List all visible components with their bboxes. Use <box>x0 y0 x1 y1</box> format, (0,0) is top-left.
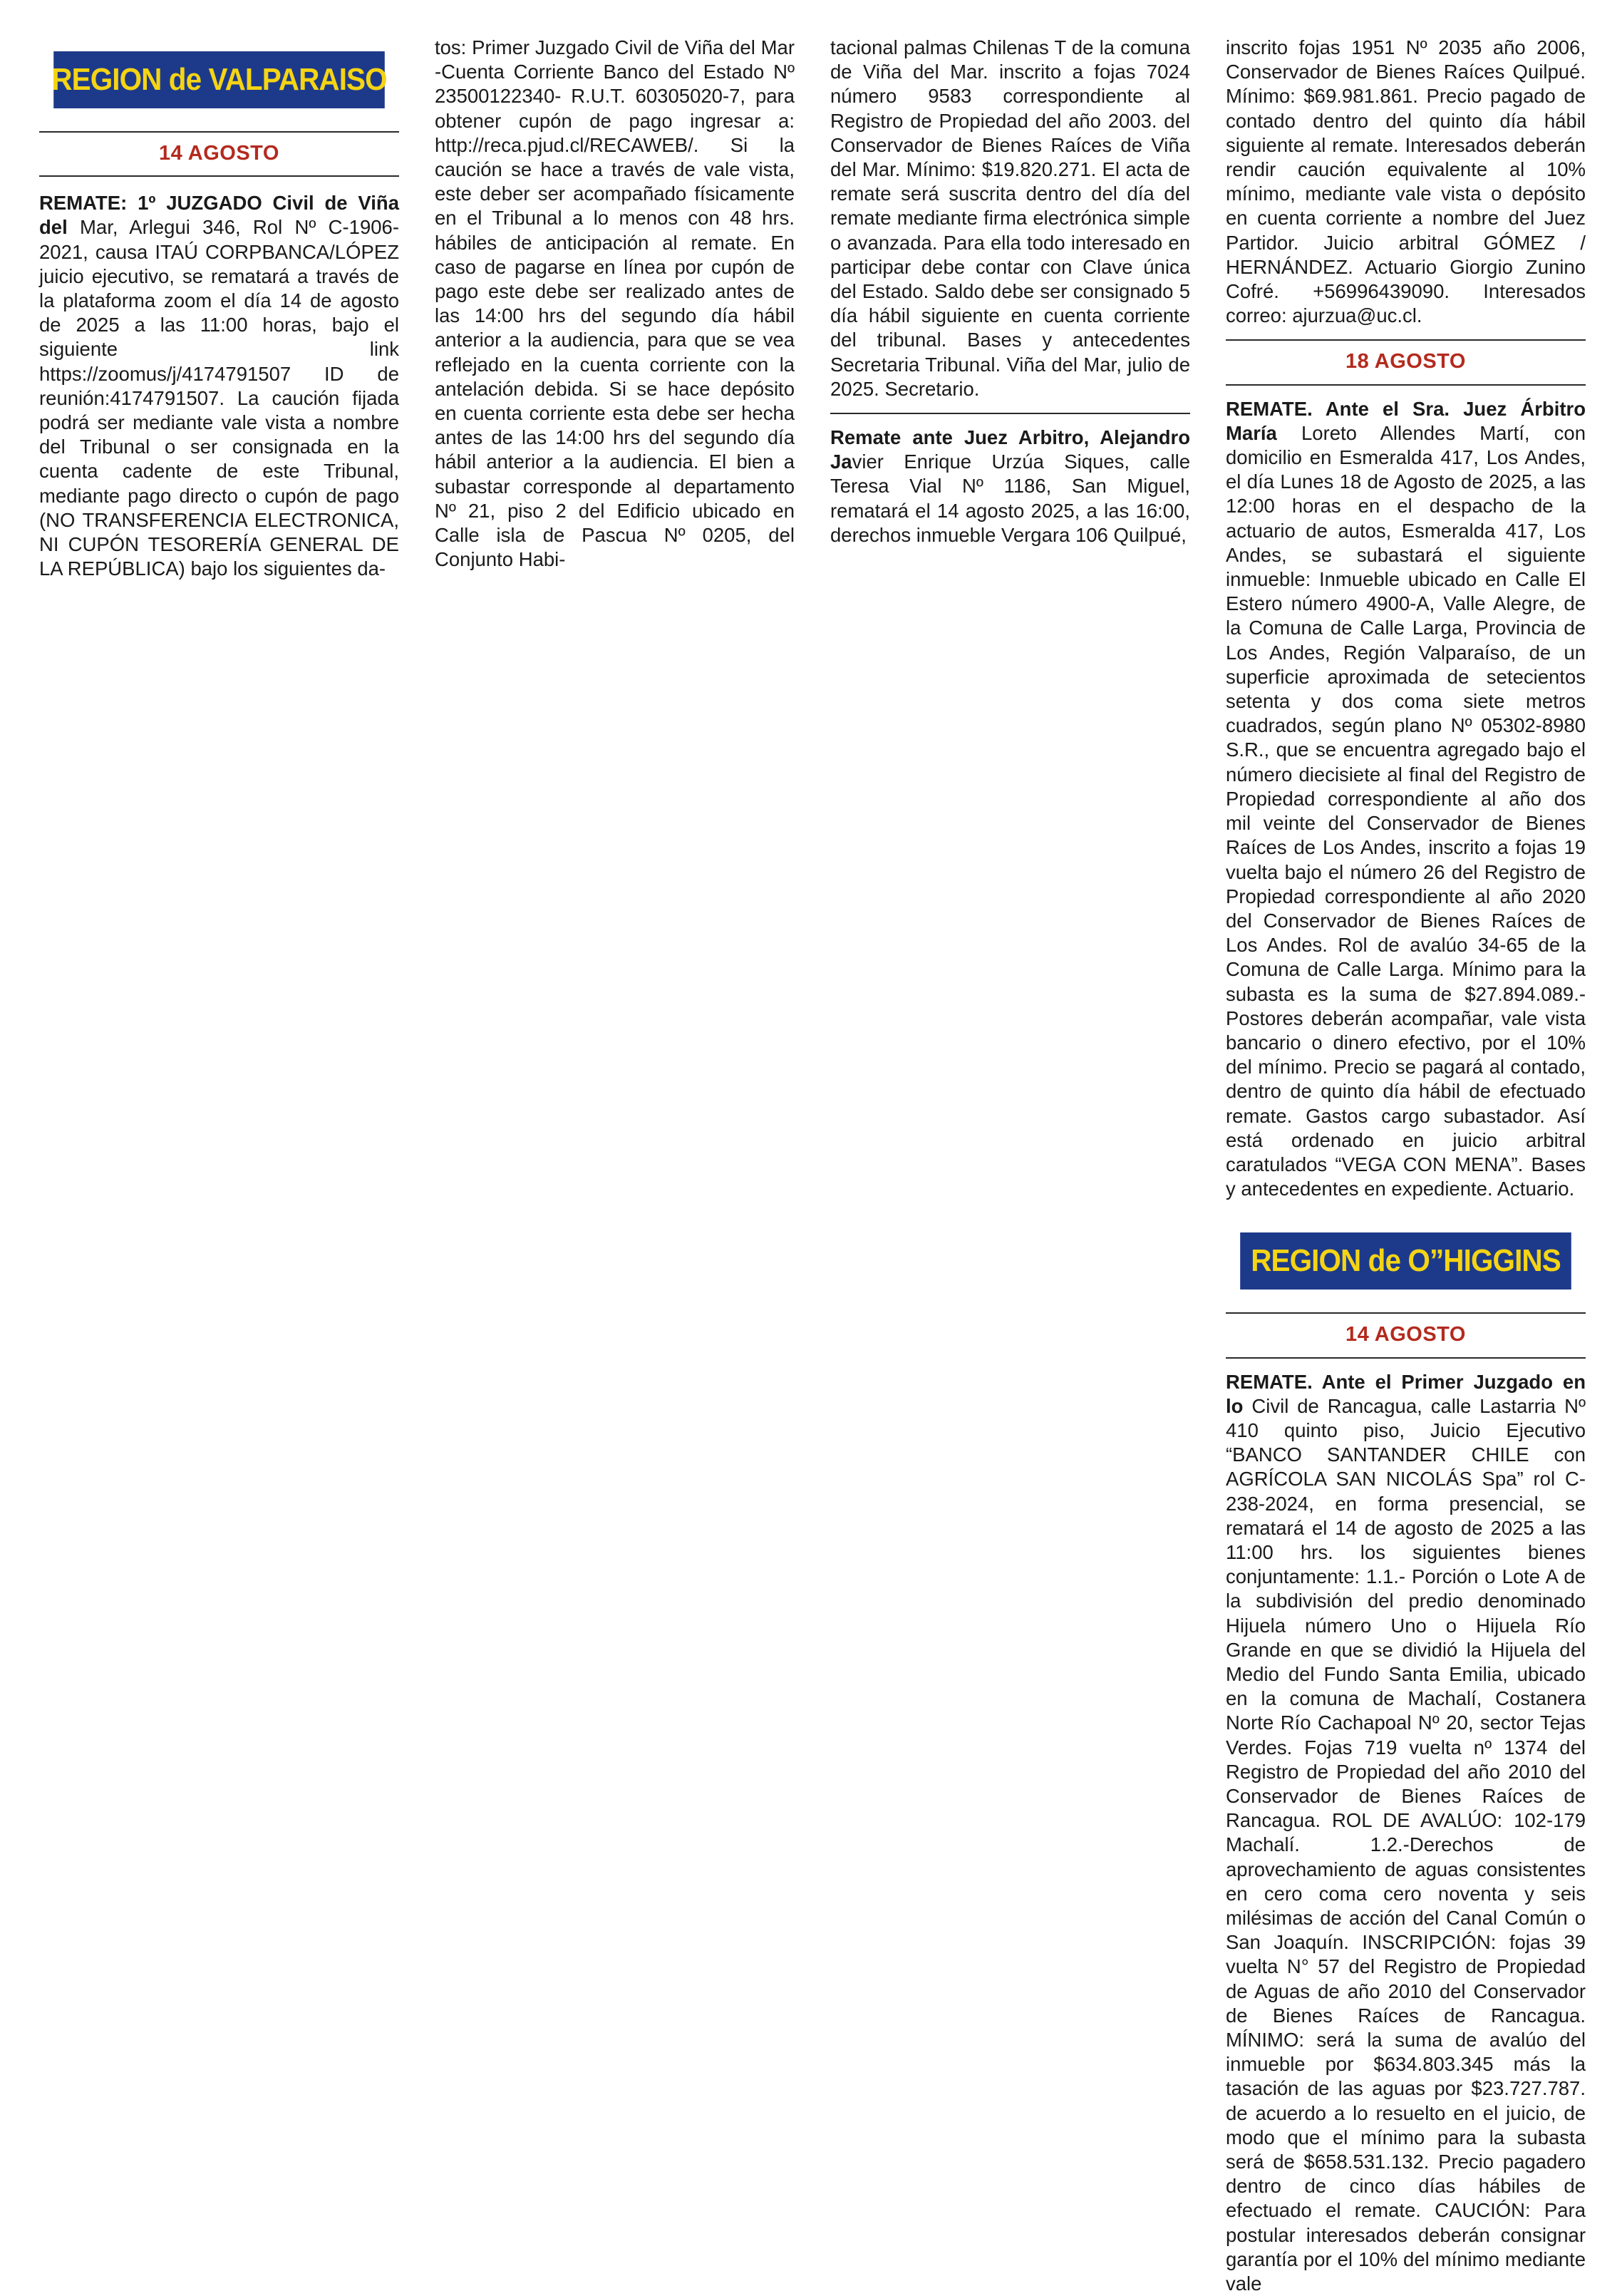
date-heading: 18 AGOSTO <box>1345 350 1466 374</box>
notice-body: vier Enrique Urzúa Siques, calle Teresa Vial Nº 1186, San Miguel, rematará el 14 agosto 2025, a las 16:00, derechos inmueble Vergara 106 Quilpué, <box>830 451 1190 546</box>
date-heading: 14 AGOSTO <box>1345 1323 1466 1347</box>
region-banner-valparaiso: REGION de VALPARAISO <box>53 51 385 108</box>
divider <box>1226 384 1586 386</box>
notice-continuation: tos: Primer Juzgado Civil de Viña del Mar -Cuenta Corriente Banco del Estado Nº 23500122340- R.U.T. 60305020-7, para obtener cupón de pago ingresar a: http://reca.pjud.cl/RECAWEB/. Si la caución se hace a través de vale vista, este deber ser acompañado físicamente en el Tribunal a lo menos con 48 hrs. hábiles de anticipación al remate. En caso de pagarse en línea por cupón de pago este debe ser realizado antes de las 14:00 hrs del segundo día hábil anterior a la audiencia, para que se vea reflejado en la cuenta corriente con la antelación debida. Si se hace depósito en cuenta corriente esta debe ser hecha antes de las 14:00 hrs del segundo día hábil anterior a la audiencia. El bien a subastar corresponde al departamento Nº 21, piso 2 del Edificio ubicado en Calle isla de Pascua Nº 0205, del Conjunto Habi- <box>435 36 795 571</box>
notice-continuation: tacional palmas Chilenas T de la comuna de Viña del Mar. inscrito a fojas 7024 número 9583 correspondiente al Registro de Propiedad del año 2003. del Conservador de Bienes Raíces de Viña del Mar. Mínimo: $19.820.271. El acta de remate será suscrita dentro del día del remate mediante firma electrónica simple o avanzada. Para ella todo interesado en participar debe contar con Clave única del Estado. Saldo debe ser consignado 5 día hábil siguiente en cuenta corriente del tribunal. Bases y antecedentes Secretaria Tribunal. Viña del Mar, julio de 2025. Secretario. <box>830 36 1190 400</box>
notice-lead: Remate ante Juez Arbitro, Alejandro Ja <box>830 426 1190 473</box>
region-banner-ohiggins: REGION de O”HIGGINS <box>1240 1232 1571 1289</box>
notice-lead: REMATE. Ante el Primer Juzgado en lo <box>1226 1370 1586 1417</box>
notice-body: Civil de Rancagua, calle Lastarria Nº 410 quinto piso, Juicio Ejecutivo “BANCO SANTANDER CHILE con AGRÍCOLA SAN NICOLÁS Spa” rol C-238-2024, en forma presencial, se rematará el 14 de agosto de 2025 a las 11:00 hrs. los siguientes bienes conjuntamente: 1.1.- Porción o Lote A de la subdivisión del predio denominado Hijuela número Uno o Hijuela Río Grande en que se dividió la Hijuela del Medio del Fundo Santa Emilia, ubicado en la comuna de Machalí, Costanera Norte Río Cachapoal Nº 20, sector Tejas Verdes. Fojas 719 vuelta nº 1374 del Registro de Propiedad del año 2010 del Conservador de Bienes Raíces de Rancagua. ROL DE AVALÚO: 102-179 Machalí. 1.2.-Derechos de aprovechamiento de aguas consistentes en cero coma cero noventa y seis milésimas de acción del Canal Común o San Joaquín. INSCRIPCIÓN: fojas 39 vuelta N° 57 del Registro de Propiedad de Aguas de año 2010 del Conservador de Bienes Raíces de Rancagua. MÍNIMO: será la suma de avalúo del inmueble por $634.803.345 más la tasación de las aguas por $23.727.787. de acuerdo a lo resuelto en el juicio, de modo que el mínimo para la subasta será de $658.531.132. Precio pagadero dentro de cinco días hábiles de efectuado el remate. CAUCIÓN: Para postular interesados deberán consignar garantía por el 10% del mínimo mediante vale <box>1226 1394 1586 2295</box>
divider <box>1226 1312 1586 1314</box>
notice-remate-rancagua <box>1226 1370 1586 2296</box>
column-3 <box>830 36 1190 547</box>
notice-remate-los-andes <box>1226 397 1586 1202</box>
divider <box>1226 339 1586 341</box>
divider <box>39 175 399 177</box>
notice-lead: REMATE: 1º JUZGADO Civil de Viña del <box>39 192 399 239</box>
notice-continuation: inscrito fojas 1951 Nº 2035 año 2006, Conservador de Bienes Raíces Quilpué. Mínimo: $69.981.861. Precio pagado de contado dentro del quinto día hábil siguiente al remate. Interesados deberán rendir caución equivalente al 10% mínimo, mediante vale vista o depósito en cuenta corriente a nombre del Juez Partidor. Juicio arbitral GÓMEZ / HERNÁNDEZ. Actuario Giorgio Zunino Cofré. +56996439090. Interesados correo: ajurzua@uc.cl. <box>1226 36 1586 327</box>
column-4 <box>1226 36 1586 2296</box>
column-1 <box>39 51 399 581</box>
divider <box>39 131 399 133</box>
notice-remate-vina <box>39 191 399 581</box>
date-heading: 14 AGOSTO <box>159 142 279 165</box>
divider <box>1226 1357 1586 1359</box>
column-2 <box>435 36 795 572</box>
notice-remate-arbitro-quilpue <box>830 426 1190 547</box>
notice-body: Loreto Allendes Martí, con domicilio en Esmeralda 417, Los Andes, el día Lunes 18 de Agosto de 2025, a las 12:00 horas en el despacho de la actuario de autos, Esmeralda 417, Los Andes, se subastará el siguiente inmueble: Inmueble ubicado en Calle El Estero número 4900-A, Valle Alegre, de la Comuna de Calle Larga, Provincia de Los Andes, Región Valparaíso, de un superficie aproximada de setecientos setenta y dos coma siete metros cuadrados, según plano Nº 05302-8980 S.R., que se encuentra agregado bajo el número diecisiete al final del Registro de Propiedad correspondiente al año dos mil veinte del Conservador de Bienes Raíces de Los Andes, inscrito a fojas 19 vuelta bajo el número 26 del Registro de Propiedad correspondiente al año 2020 del Conservador de Bienes Raíces de Los Andes. Rol de avalúo 34-65 de la Comuna de Calle Larga. Mínimo para la subasta es la suma de $27.894.089.- Postores deberán acompañar, vale vista bancario o dinero efectivo, por el 10% del mínimo. Precio se pagará al contado, dentro de quinto día hábil de efectuado remate. Gastos cargo subastador. Así está ordenado en juicio arbitral caratulados “VEGA CON MENA”. Bases y antecedentes en expediente. Actuario. <box>1226 421 1586 1200</box>
notice-lead: REMATE. Ante el Sra. Juez Árbitro María <box>1226 397 1586 444</box>
notice-body: Mar, Arlegui 346, Rol Nº C-1906-2021, causa ITAÚ CORPBANCA/LÓPEZ juicio ejecutivo, se rematará a través de la plataforma zoom el día 14 de agosto de 2025 a las 11:00 horas, bajo el siguiente link https://zoomus/j/4174791507 ID de reunión:4174791507. La caución fijada podrá ser mediante vale vista a nombre del Tribunal o ser consignada en la cuenta cadente de este Tribunal, mediante pago directo o cupón de pago (NO TRANSFERENCIA ELECTRONICA, NI CUPÓN TESORERÍA GENERAL DE LA REPÚBLICA) bajo los siguientes da- <box>39 216 399 580</box>
divider <box>830 413 1190 414</box>
